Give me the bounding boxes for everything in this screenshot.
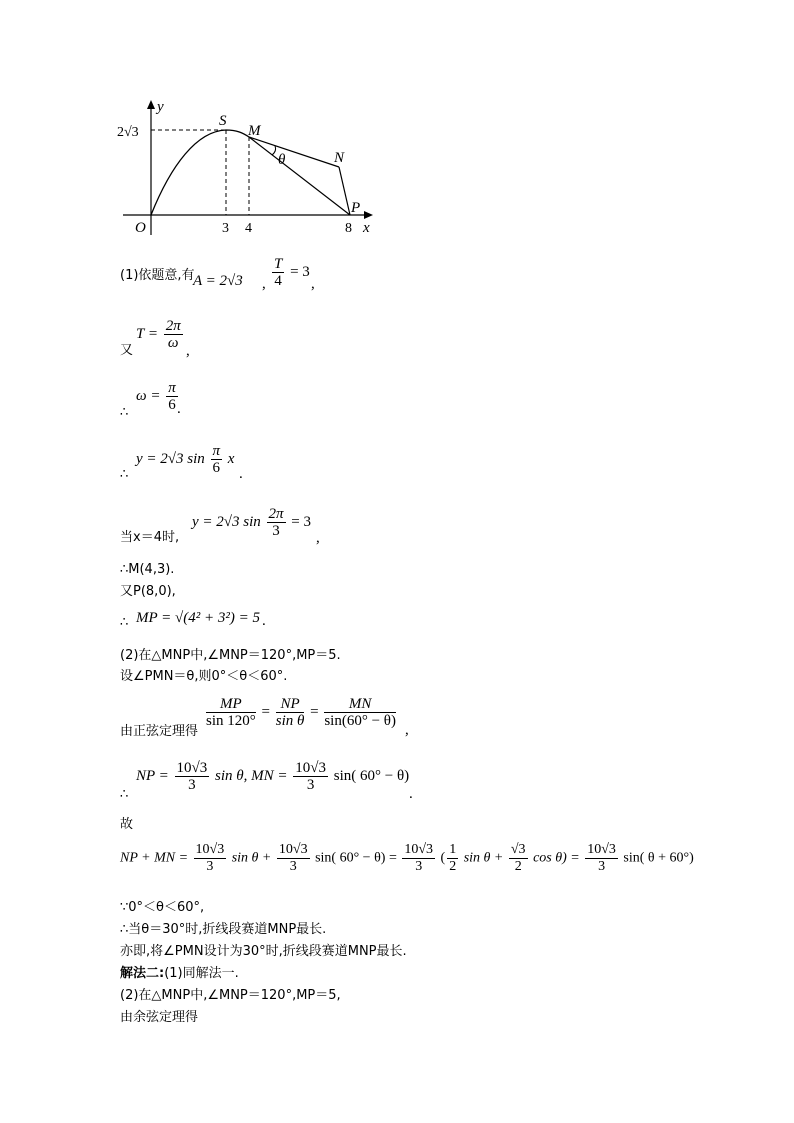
line-1-math-b: $\frac{T}{4}$ = 3 [274, 256, 310, 289]
geometry-figure [115, 95, 385, 240]
line-4-prefix: ∴ [120, 467, 129, 482]
line-7-text: 又P(8,0), [120, 584, 176, 599]
point-m-label: M [248, 123, 261, 139]
line-1-math-a: A = 2√3 [193, 273, 243, 289]
line-3-math: ω = $\frac{\pi}{6}$ [136, 380, 176, 413]
line-10-text: 设∠PMN＝θ,则0°＜θ＜60°. [120, 669, 288, 684]
segment-mp [249, 137, 350, 215]
line-2-prefix: 又 [120, 343, 134, 358]
point-n-label: N [334, 150, 345, 166]
line-18 [120, 966, 239, 982]
line-6-text: ∴M(4,3). [120, 562, 175, 577]
line-11-math: $\frac{MP}{\sin 120^\circ}$ = $\frac{NP}{\text{sin θ}}$ = $\frac{MN}{\sin(60^\circ - \theta)}$ [206, 696, 396, 729]
line-13-text: 故 [120, 817, 134, 832]
origin-label: O [135, 220, 146, 236]
point-p-label: P [351, 200, 361, 216]
x-tick-3: 3 [222, 221, 229, 236]
point-s-label: S [219, 113, 227, 129]
sine-curve [151, 130, 249, 215]
line-8-math: MP = √(4² + 3²) = 5 [136, 610, 260, 626]
line-5-text: 当x＝4时, [120, 530, 180, 545]
line-5-math: y = 2√3 sin $\frac{2\pi}{3}$ = 3 [192, 506, 312, 539]
line-12-prefix: ∴ [120, 787, 129, 802]
line-4-math: y = 2√3 sin $\frac{\pi}{6}$ x [136, 443, 235, 476]
line-14-math: NP + MN = $\frac{10√3}{3}$ sin θ + $\frac{10√3}{3}$ sin( 60° − θ) = $\frac{10√3}{3}$ ( $\frac{1}{2}$ sin θ + $\frac{√3}{2}$ cos θ) = $\frac{10√3}{3}$ sin( θ + 60°) [120, 842, 694, 874]
line-18-bold: 解法二: [120, 966, 165, 981]
line-2-math: T = $\frac{2\pi}{\omega}$ [136, 318, 181, 351]
line-16-text: ∴当θ＝30°时,折线段赛道MNP最长. [120, 922, 327, 937]
x-tick-4: 4 [245, 221, 252, 236]
angle-arc [272, 146, 276, 155]
line-9-text: (2)在△MNP中,∠MNP＝120°,MP＝5. [120, 648, 341, 663]
line-19-text: (2)在△MNP中,∠MNP＝120°,MP＝5, [120, 988, 341, 1003]
y-tick-label: 2√3 [117, 125, 139, 140]
line-15-text: ∵0°＜θ＜60°, [120, 900, 205, 915]
angle-theta-label: θ [278, 152, 286, 168]
line-1 [120, 264, 195, 284]
y-axis-arrow [147, 100, 155, 109]
line-11-text: 由正弦定理得 [120, 724, 199, 739]
line-18-text: (1)同解法一. [164, 966, 239, 981]
line-17-text: 亦即,将∠PMN设计为30°时,折线段赛道MNP最长. [120, 944, 407, 959]
y-axis-label: y [157, 99, 164, 115]
line-20-text: 由余弦定理得 [120, 1010, 199, 1025]
line-12-math: NP = $\frac{10√3}{3}$ sin θ, MN = $\frac{10√3}{3}$ sin( 60° − θ) [136, 760, 410, 793]
x-tick-8: 8 [345, 221, 352, 236]
line-3-prefix: ∴ [120, 405, 129, 420]
line-8-prefix: ∴ [120, 615, 129, 630]
x-axis-label: x [363, 220, 370, 236]
line-1-text: (1)依题意,有 [120, 268, 195, 283]
segment-mn [249, 137, 339, 167]
x-axis-arrow [364, 211, 373, 219]
